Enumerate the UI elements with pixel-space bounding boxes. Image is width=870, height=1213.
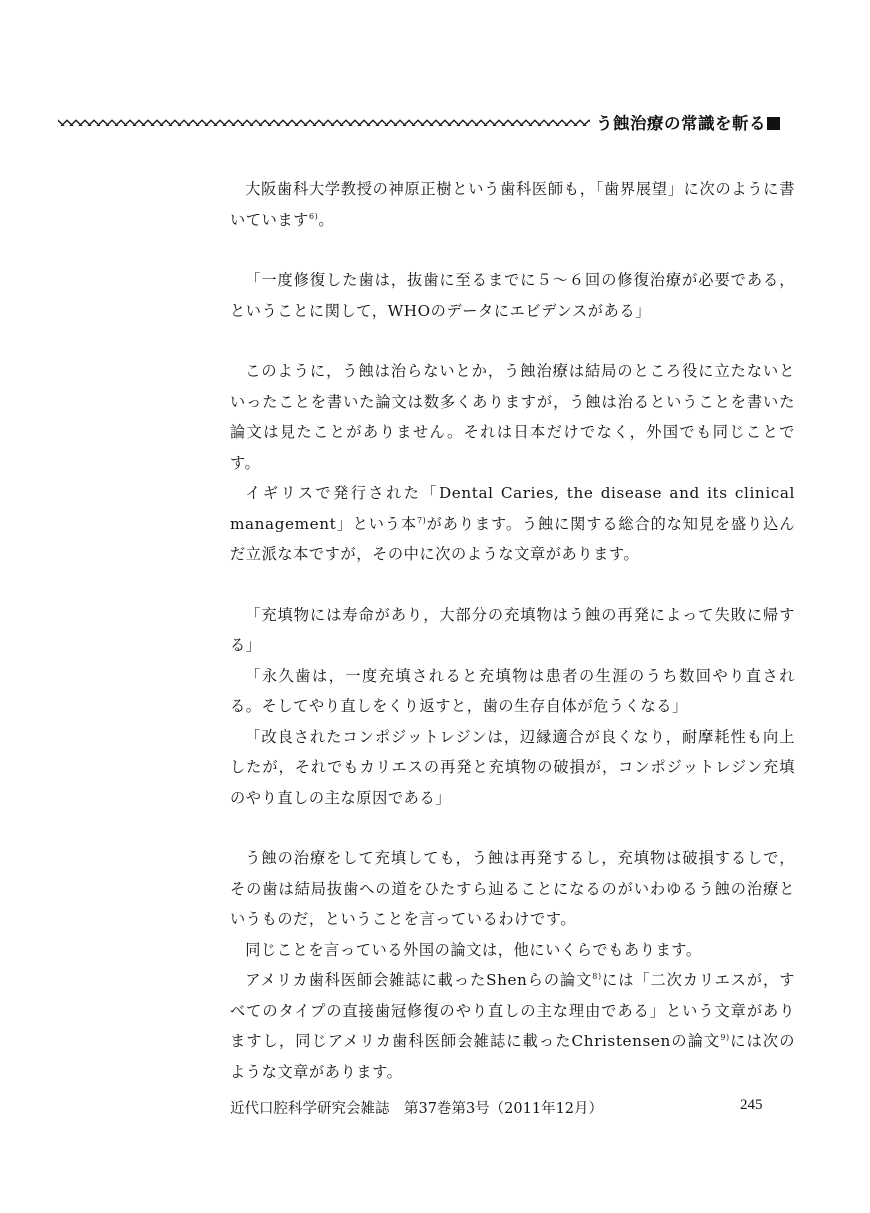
spacer xyxy=(230,235,795,265)
footnote-ref: 9) xyxy=(720,1033,730,1042)
spacer xyxy=(230,326,795,356)
paragraph-1: 大阪歯科大学教授の神原正樹という歯科医師も，「歯界展望」に次のように書いています$^{6)}$。 xyxy=(230,180,795,229)
paragraph-6: アメリカ歯科医師会雑誌に載ったShenらの論文$^{8)}$には「二次カリエスが，すべてのタイプの直接歯冠修復のやり直しの主な理由である」という文章がありますし，同じアメリカ歯科医師会雑誌に載ったChristensenの論文$^{9)}$には次のような文章があります。 xyxy=(230,971,796,1081)
footnote-ref: 7) xyxy=(416,515,427,525)
spacer xyxy=(230,813,795,843)
page-footer xyxy=(230,1097,790,1118)
paragraph-2: このように，う蝕は治らないとか，う蝕治療は結局のところ役に立たないといったことを書いた論文は数多くありますが，う蝕は治るということを書いた論文は見たことがありません。それは日本だけでなく，外国でも同じことです。 xyxy=(230,362,795,472)
footnote-ref: 8) xyxy=(592,972,602,981)
spacer xyxy=(230,570,795,600)
paragraph-4: う蝕の治療をして充填しても，う蝕は再発するし，充填物は破損するしで，その歯は結局抜歯への道をひたすら辿ることになるのがいわゆるう蝕の治療というものだ，ということを言っているわけです。 xyxy=(230,849,795,928)
running-header xyxy=(58,112,816,138)
paragraph-3: イギリスで発行された「Dental Caries, the disease and its clinical management」という本$^{7)}$があります。う蝕に関する総合的な知見を盛り込んだ立派な本ですが，その中に次のような文章があります。 xyxy=(230,484,795,563)
paragraph-5: 同じことを言っている外国の論文は，他にいくらでもあります。 xyxy=(245,940,702,959)
quotation-3: 「永久歯は，一度充填されると充填物は患者の生涯のうち数回やり直される。そしてやり直しをくり返すと，歯の生存自体が危うくなる」 xyxy=(230,666,795,715)
page-number: 245 xyxy=(740,1097,763,1113)
quotation-2: 「充填物には寿命があり，大部分の充填物はう蝕の再発によって失敗に帰する」 xyxy=(230,605,795,654)
diamond-chain-icon xyxy=(58,116,590,126)
journal-citation: 近代口腔科学研究会雑誌 第37巻第3号（2011年12月） xyxy=(230,1101,604,1117)
quotation-1: 「一度修復した歯は，抜歯に至るまでに５～６回の修復治療が必要である，ということに関して，WHOのデータにエビデンスがある」 xyxy=(230,271,795,320)
black-square-icon xyxy=(767,117,780,130)
footnote-ref: 6) xyxy=(308,211,319,221)
quotation-4: 「改良されたコンポジットレジンは，辺縁適合が良くなり，耐摩耗性も向上したが，それでもカリエスの再発と充填物の破損が，コンポジットレジン充填のやり直しの主な原因である」 xyxy=(230,727,795,807)
article-body xyxy=(230,174,795,1087)
header-title: う蝕治療の常識を斬る xyxy=(596,110,780,134)
